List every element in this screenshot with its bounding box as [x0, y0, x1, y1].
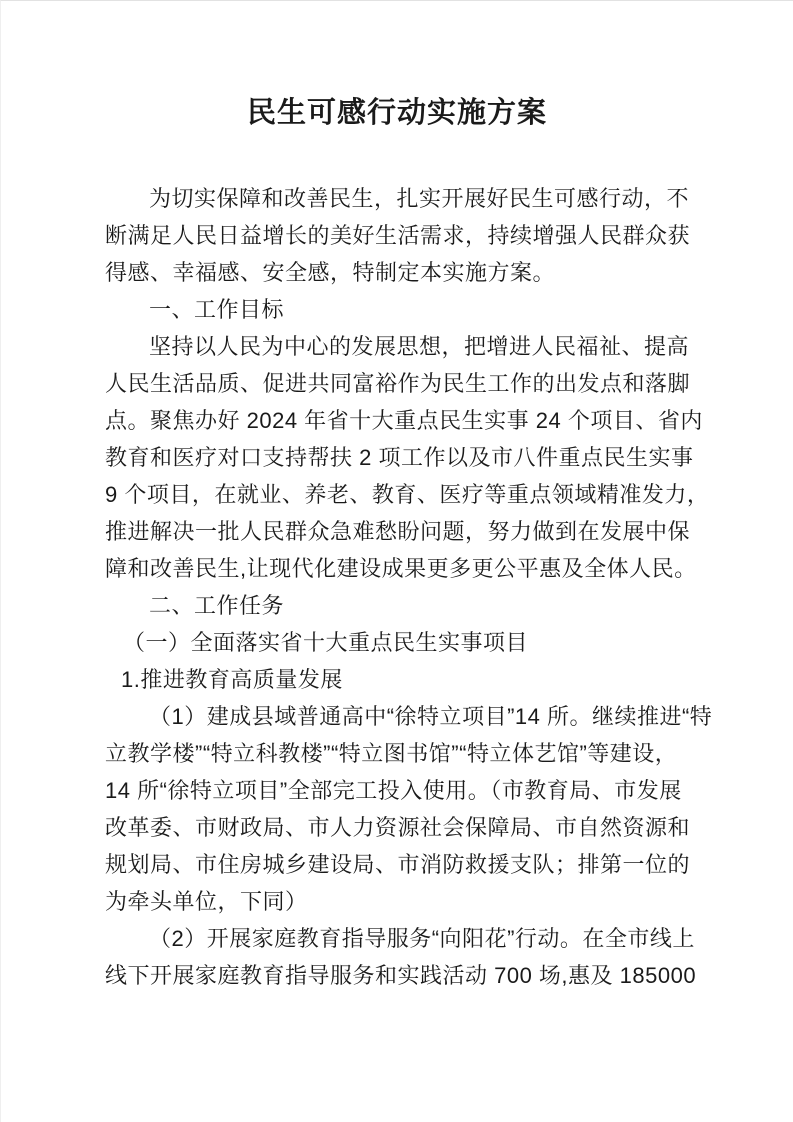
paragraph-2-line-2: 人民生活品质、促进共同富裕作为民生工作的出发点和落脚	[105, 371, 691, 396]
paragraph-3-line-2: 立教学楼”“特立科教楼”“特立图书馆”“特立体艺馆”等建设，	[105, 741, 678, 766]
paragraph-3-line-1: （1）建成县域普通高中“徐特立项目”14 所。继续推进“特	[149, 704, 713, 729]
paragraph-3-line-4: 改革委、市财政局、市人力资源社会保障局、市自然资源和	[105, 815, 691, 840]
paragraph-2-line-6: 推进解决一批人民群众急难愁盼问题，努力做到在发展中保	[105, 519, 691, 544]
item-heading-education-development: 1.推进教育高质量发展	[121, 667, 343, 692]
paragraph-3-line-3: 14 所“徐特立项目”全部完工投入使用。（市教育局、市发展	[105, 778, 682, 803]
paragraph-3-line-5: 规划局、市住房城乡建设局、市消防救援支队；排第一位的	[105, 852, 691, 877]
paragraph-1-line-1: 为切实保障和改善民生，扎实开展好民生可感行动，不	[149, 186, 690, 211]
paragraph-4-line-2: 线下开展家庭教育指导服务和实践活动 700 场,惠及 185000	[105, 963, 697, 988]
section-heading-work-tasks: 二、工作任务	[149, 593, 285, 618]
document-title: 民生可感行动实施方案	[246, 97, 547, 129]
paragraph-2-line-7: 障和改善民生,让现代化建设成果更多更公平惠及全体人民。	[105, 556, 697, 581]
document-body	[1, 180, 793, 994]
paragraph-2-line-4: 教育和医疗对口支持帮扶 2 项工作以及市八件重点民生实事	[105, 445, 694, 470]
paragraph-2-line-1: 坚持以人民为中心的发展思想，把增进人民福祉、提高	[149, 334, 690, 359]
section-heading-work-goals: 一、工作目标	[149, 297, 285, 322]
paragraph-4-line-1: （2）开展家庭教育指导服务“向阳花”行动。在全市线上	[149, 926, 695, 951]
paragraph-1-line-2: 断满足人民日益增长的美好生活需求，持续增强人民群众获	[105, 223, 691, 248]
paragraph-2-line-3: 点。聚焦办好 2024 年省十大重点民生实事 24 个项目、省内	[105, 408, 703, 433]
paragraph-2-line-5: 9 个项目，在就业、养老、教育、医疗等重点领域精准发力，	[105, 482, 710, 507]
paragraph-1-line-3: 得感、幸福感、安全感，特制定本实施方案。	[105, 260, 556, 285]
subsection-heading-province-projects: （一）全面落实省十大重点民生实事项目	[123, 630, 529, 655]
paragraph-3-line-6: 为牵头单位，下同）	[105, 889, 308, 914]
